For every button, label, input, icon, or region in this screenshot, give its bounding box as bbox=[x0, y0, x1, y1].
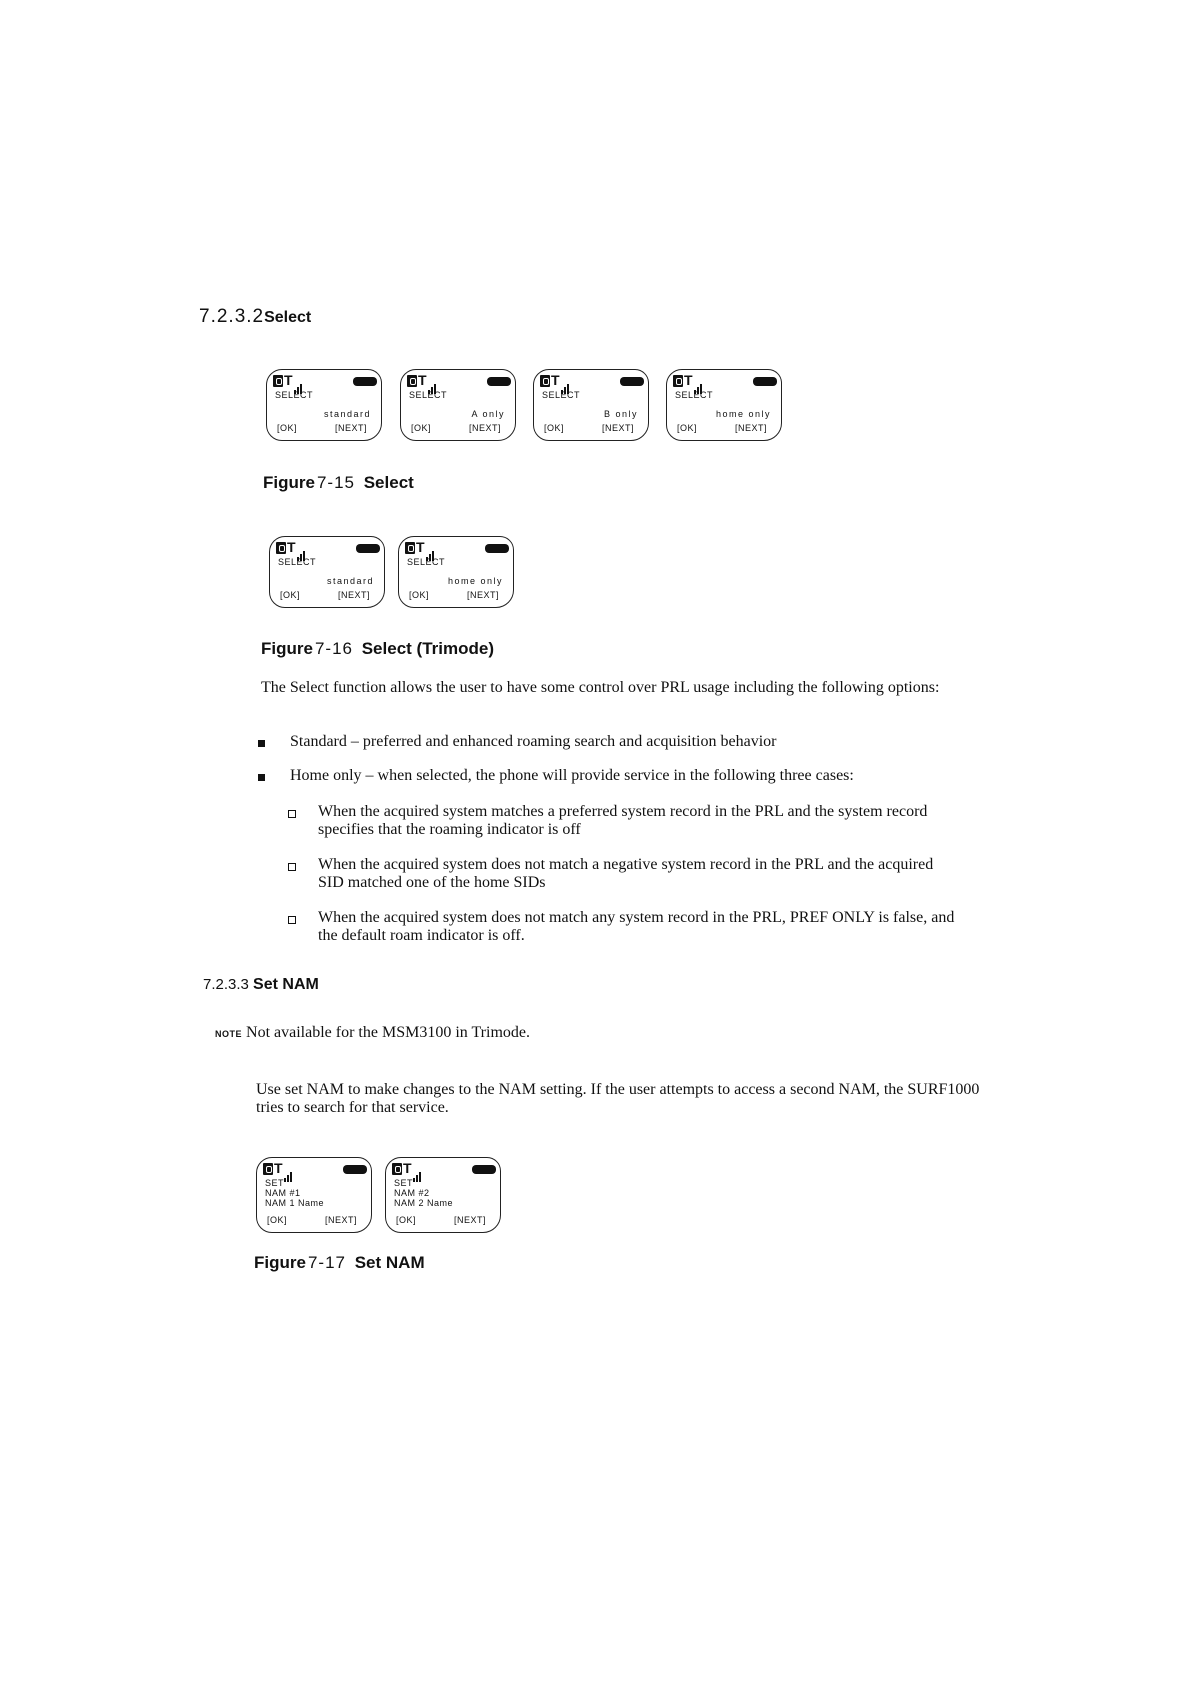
battery-icon bbox=[353, 377, 377, 386]
antenna-icon bbox=[673, 375, 683, 387]
screen-title: SELECT bbox=[275, 390, 314, 400]
phone-screen bbox=[666, 369, 782, 441]
antenna-icon bbox=[263, 1163, 273, 1175]
battery-icon bbox=[356, 544, 380, 553]
phone-screen bbox=[266, 369, 382, 441]
bullet-marker bbox=[258, 774, 265, 781]
figure-caption: Figure 7-17 Set NAM bbox=[254, 1253, 425, 1272]
status-bar bbox=[392, 1162, 496, 1176]
screen-option: A only bbox=[471, 409, 505, 419]
note bbox=[215, 1024, 530, 1042]
screen-option: B only bbox=[603, 409, 638, 419]
status-bar bbox=[407, 374, 511, 388]
status-bar bbox=[273, 374, 377, 388]
phone-screen bbox=[533, 369, 649, 441]
screen-title: SET bbox=[394, 1178, 414, 1188]
status-bar bbox=[540, 374, 644, 388]
section-number: 7.2.3.3 bbox=[203, 976, 249, 993]
ok-softkey: [OK] bbox=[396, 1215, 417, 1225]
antenna-icon bbox=[276, 542, 286, 554]
phone-screen bbox=[256, 1157, 372, 1233]
signal-bars-icon bbox=[413, 1164, 422, 1182]
next-softkey: [NEXT] bbox=[468, 423, 501, 433]
ok-softkey: [OK] bbox=[677, 423, 698, 433]
tower-icon: T bbox=[684, 372, 693, 388]
antenna-icon bbox=[273, 375, 283, 387]
ok-softkey: [OK] bbox=[411, 423, 432, 433]
sub-bullet-item: When the acquired system matches a preferred system record in the PRL and the system record specifies that the roaming indicator is off bbox=[318, 803, 928, 838]
sub-bullet-marker bbox=[288, 863, 296, 871]
setnam-paragraph: Use set NAM to make changes to the NAM setting. If the user attempts to access a second NAM, the SURF1000 tries to search for that service. bbox=[256, 1081, 980, 1116]
status-bar bbox=[673, 374, 777, 388]
bullet-item: Home only – when selected, the phone will provide service in the following three cases: bbox=[290, 767, 854, 784]
bullet-marker bbox=[258, 740, 265, 747]
screen-option: standard bbox=[326, 576, 374, 586]
next-softkey: [NEXT] bbox=[601, 423, 634, 433]
next-softkey: [NEXT] bbox=[453, 1215, 486, 1225]
intro-paragraph: The Select function allows the user to have some control over PRL usage including the following options: bbox=[261, 679, 940, 696]
screen-title: SELECT bbox=[407, 557, 446, 567]
antenna-icon bbox=[405, 542, 415, 554]
screen-option: home only bbox=[447, 576, 503, 586]
battery-icon bbox=[487, 377, 511, 386]
next-softkey: [NEXT] bbox=[334, 423, 367, 433]
battery-icon bbox=[753, 377, 777, 386]
phone-screen bbox=[385, 1157, 501, 1233]
antenna-icon bbox=[407, 375, 417, 387]
antenna-icon bbox=[540, 375, 550, 387]
figure-caption: Figure 7-16 Select (Trimode) bbox=[261, 639, 494, 658]
tower-icon: T bbox=[287, 539, 296, 555]
next-softkey: [NEXT] bbox=[734, 423, 767, 433]
note-label: NOTE bbox=[215, 1029, 243, 1039]
next-softkey: [NEXT] bbox=[324, 1215, 357, 1225]
ok-softkey: [OK] bbox=[277, 423, 298, 433]
sub-bullet-marker bbox=[288, 810, 296, 818]
section-heading-select bbox=[199, 306, 311, 328]
battery-icon bbox=[472, 1165, 496, 1174]
screen-title: SET bbox=[265, 1178, 285, 1188]
tower-icon: T bbox=[416, 539, 425, 555]
phone-screen bbox=[400, 369, 516, 441]
phone-screen bbox=[269, 536, 385, 608]
battery-icon bbox=[343, 1165, 367, 1174]
status-bar bbox=[405, 541, 509, 555]
next-softkey: [NEXT] bbox=[337, 590, 370, 600]
ok-softkey: [OK] bbox=[267, 1215, 288, 1225]
next-softkey: [NEXT] bbox=[466, 590, 499, 600]
nam-name: NAM 2 Name bbox=[394, 1198, 454, 1208]
tower-icon: T bbox=[284, 372, 293, 388]
sub-bullet-marker bbox=[288, 916, 296, 924]
screen-title: SELECT bbox=[675, 390, 714, 400]
ok-softkey: [OK] bbox=[280, 590, 301, 600]
battery-icon bbox=[620, 377, 644, 386]
tower-icon: T bbox=[274, 1160, 283, 1176]
phone-screen bbox=[398, 536, 514, 608]
screen-title: SELECT bbox=[278, 557, 317, 567]
sub-bullet-item: When the acquired system does not match any system record in the PRL, PREF ONLY is false, and the default roam indicator is off. bbox=[318, 909, 955, 944]
figure-caption: Figure 7-15 Select bbox=[263, 473, 414, 492]
sub-bullet-item: When the acquired system does not match a negative system record in the PRL and the acquired SID matched one of the home SIDs bbox=[318, 856, 934, 891]
battery-icon bbox=[485, 544, 509, 553]
ok-softkey: [OK] bbox=[544, 423, 565, 433]
tower-icon: T bbox=[403, 1160, 412, 1176]
ok-softkey: [OK] bbox=[409, 590, 430, 600]
section-title: Set NAM bbox=[253, 976, 319, 993]
tower-icon: T bbox=[418, 372, 427, 388]
signal-bars-icon bbox=[284, 1164, 293, 1182]
section-heading-setnam bbox=[203, 976, 319, 994]
nam-number: NAM #2 bbox=[394, 1188, 430, 1198]
nam-number: NAM #1 bbox=[265, 1188, 301, 1198]
note-text: Not available for the MSM3100 in Trimode. bbox=[246, 1024, 530, 1041]
status-bar bbox=[263, 1162, 367, 1176]
bullet-item: Standard – preferred and enhanced roaming search and acquisition behavior bbox=[290, 733, 777, 750]
antenna-icon bbox=[392, 1163, 402, 1175]
nam-name: NAM 1 Name bbox=[265, 1198, 325, 1208]
screen-title: SELECT bbox=[409, 390, 448, 400]
status-bar bbox=[276, 541, 380, 555]
screen-title: SELECT bbox=[542, 390, 581, 400]
screen-option: standard bbox=[323, 409, 371, 419]
tower-icon: T bbox=[551, 372, 560, 388]
section-title: Select bbox=[264, 309, 312, 326]
section-number: 7.2.3.2 bbox=[199, 306, 265, 327]
screen-option: home only bbox=[715, 409, 771, 419]
